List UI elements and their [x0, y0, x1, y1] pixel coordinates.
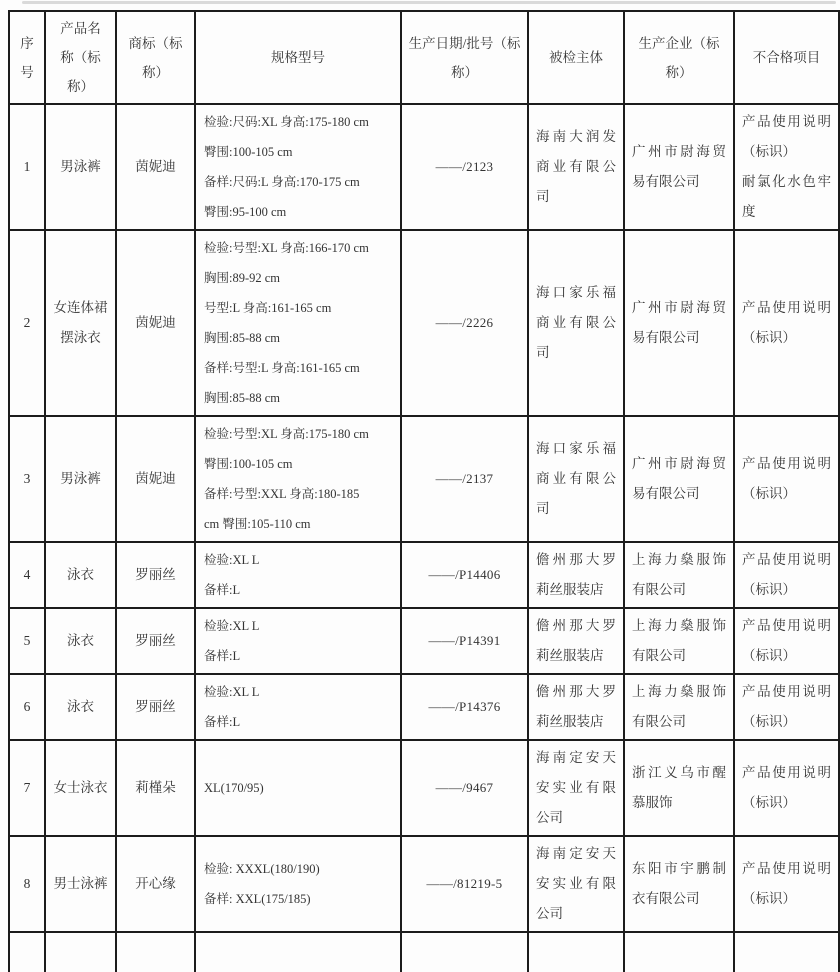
cell-seq: 1	[9, 104, 45, 230]
cell-product: 女连体裙摆泳衣	[45, 230, 116, 416]
cell-empty	[45, 932, 116, 972]
col-header-spec_lines: 规格型号	[195, 11, 401, 104]
spec-line: 检验:号型:XL 身高:166-170 cm	[204, 241, 369, 255]
cell-seq: 6	[9, 674, 45, 740]
cell-brand: 罗丽丝	[116, 608, 195, 674]
cell-seq: 3	[9, 416, 45, 542]
cell-defects	[734, 740, 839, 836]
col-header-inspected: 被检主体	[528, 11, 624, 104]
cell-manufacturer: 广州市尉海贸易有限公司	[624, 230, 734, 416]
cell-inspected: 海南大润发商业有限公司	[528, 104, 624, 230]
cell-spec	[195, 104, 401, 230]
cell-spec	[195, 230, 401, 416]
cell-defects	[734, 836, 839, 932]
spec-line: 备样:L	[204, 715, 241, 729]
col-header-batch: 生产日期/批号（标称）	[401, 11, 528, 104]
cell-spec	[195, 542, 401, 608]
cell-defects	[734, 542, 839, 608]
spec-line: cm 臀围:105-110 cm	[204, 517, 311, 531]
defect-item: 产品使用说明（标识）	[742, 456, 831, 501]
spec-line: 检验: XXXL(180/190)	[204, 862, 320, 876]
cell-batch: ——/2137	[401, 416, 528, 542]
cell-batch: ——/P14406	[401, 542, 528, 608]
spec-line: XL(170/95)	[204, 781, 264, 795]
spec-line: 胸围:89-92 cm	[204, 271, 281, 285]
cell-manufacturer: 东阳市宇鹏制衣有限公司	[624, 836, 734, 932]
spec-line: 臀围:100-105 cm	[204, 457, 293, 471]
cell-product: 泳衣	[45, 674, 116, 740]
cell-spec	[195, 740, 401, 836]
cell-inspected: 海口家乐福商业有限公司	[528, 230, 624, 416]
spec-line: 臀围:100-105 cm	[204, 145, 293, 159]
defect-item: 产品使用说明（标识）	[742, 765, 831, 810]
cell-inspected: 海南定安天安实业有限公司	[528, 740, 624, 836]
cell-spec	[195, 608, 401, 674]
scan-artifact-line	[22, 1, 836, 4]
cell-empty	[116, 932, 195, 972]
header-row	[9, 11, 839, 104]
table-row	[9, 740, 839, 836]
cell-empty	[401, 932, 528, 972]
cell-inspected: 海南定安天安实业有限公司	[528, 836, 624, 932]
cell-inspected: 儋州那大罗莉丝服装店	[528, 542, 624, 608]
defect-item: 耐氯化水色牢度	[742, 174, 831, 219]
cell-batch: ——/81219-5	[401, 836, 528, 932]
cell-empty	[9, 932, 45, 972]
table-header	[9, 11, 839, 104]
cell-brand: 开心缘	[116, 836, 195, 932]
cell-product: 泳衣	[45, 542, 116, 608]
cell-defects	[734, 608, 839, 674]
cell-defects	[734, 104, 839, 230]
cell-empty	[195, 932, 401, 972]
cell-defects	[734, 416, 839, 542]
cell-manufacturer: 浙江义乌市醒慕服饰	[624, 740, 734, 836]
cell-brand: 罗丽丝	[116, 674, 195, 740]
table-row	[9, 608, 839, 674]
cell-brand: 莉槿朵	[116, 740, 195, 836]
inspection-table	[8, 10, 840, 972]
defect-item: 产品使用说明（标识）	[742, 300, 831, 345]
col-header-defects: 不合格项目	[734, 11, 839, 104]
spec-line: 备样:L	[204, 649, 241, 663]
col-header-manufacturer: 生产企业（标称）	[624, 11, 734, 104]
table-row	[9, 674, 839, 740]
col-header-brand: 商标（标称）	[116, 11, 195, 104]
cell-manufacturer: 上海力燊服饰有限公司	[624, 674, 734, 740]
cell-seq: 7	[9, 740, 45, 836]
spec-line: 备样: XXL(175/185)	[204, 892, 311, 906]
cell-manufacturer: 广州市尉海贸易有限公司	[624, 104, 734, 230]
defect-item: 产品使用说明（标识）	[742, 861, 831, 906]
cell-batch: ——/2123	[401, 104, 528, 230]
spec-line: 臀围:95-100 cm	[204, 205, 287, 219]
cell-batch: ——/2226	[401, 230, 528, 416]
table-row-partial	[9, 932, 839, 972]
cell-brand: 罗丽丝	[116, 542, 195, 608]
cell-product: 女士泳衣	[45, 740, 116, 836]
cell-product: 男士泳裤	[45, 836, 116, 932]
defect-item: 产品使用说明（标识）	[742, 114, 831, 159]
cell-manufacturer: 上海力燊服饰有限公司	[624, 608, 734, 674]
table-row	[9, 104, 839, 230]
cell-seq: 2	[9, 230, 45, 416]
cell-defects	[734, 674, 839, 740]
spec-line: 号型:L 身高:161-165 cm	[204, 301, 332, 315]
cell-inspected: 儋州那大罗莉丝服装店	[528, 674, 624, 740]
table-row	[9, 542, 839, 608]
table-row	[9, 230, 839, 416]
spec-line: 胸围:85-88 cm	[204, 391, 281, 405]
cell-seq: 8	[9, 836, 45, 932]
spec-line: 备样:尺码:L 身高:170-175 cm	[204, 175, 360, 189]
cell-empty	[624, 932, 734, 972]
cell-product: 泳衣	[45, 608, 116, 674]
cell-brand: 茵妮迪	[116, 416, 195, 542]
spec-line: 检验:XL L	[204, 619, 260, 633]
table-row	[9, 416, 839, 542]
cell-inspected: 海口家乐福商业有限公司	[528, 416, 624, 542]
cell-inspected: 儋州那大罗莉丝服装店	[528, 608, 624, 674]
cell-batch: ——/9467	[401, 740, 528, 836]
cell-batch: ——/P14391	[401, 608, 528, 674]
col-header-no: 序号	[9, 11, 45, 104]
defect-item: 产品使用说明（标识）	[742, 684, 831, 729]
cell-product: 男泳裤	[45, 416, 116, 542]
cell-spec	[195, 836, 401, 932]
spec-line: 检验:尺码:XL 身高:175-180 cm	[204, 115, 369, 129]
cell-spec	[195, 416, 401, 542]
cell-empty	[734, 932, 839, 972]
cell-seq: 4	[9, 542, 45, 608]
cell-manufacturer: 上海力燊服饰有限公司	[624, 542, 734, 608]
cell-brand: 茵妮迪	[116, 230, 195, 416]
cell-product: 男泳裤	[45, 104, 116, 230]
spec-line: 胸围:85-88 cm	[204, 331, 281, 345]
spec-line: 备样:号型:L 身高:161-165 cm	[204, 361, 360, 375]
spec-line: 检验:XL L	[204, 685, 260, 699]
col-header-product: 产品名称（标称）	[45, 11, 116, 104]
defect-item: 产品使用说明（标识）	[742, 618, 831, 663]
spec-line: 检验:号型:XL 身高:175-180 cm	[204, 427, 369, 441]
cell-manufacturer: 广州市尉海贸易有限公司	[624, 416, 734, 542]
spec-line: 备样:L	[204, 583, 241, 597]
cell-batch: ——/P14376	[401, 674, 528, 740]
table-body	[9, 104, 839, 972]
table-row	[9, 836, 839, 932]
cell-empty	[528, 932, 624, 972]
cell-seq: 5	[9, 608, 45, 674]
defect-item: 产品使用说明（标识）	[742, 552, 831, 597]
cell-brand: 茵妮迪	[116, 104, 195, 230]
cell-defects	[734, 230, 839, 416]
spec-line: 备样:号型:XXL 身高:180-185	[204, 487, 360, 501]
cell-spec	[195, 674, 401, 740]
spec-line: 检验:XL L	[204, 553, 260, 567]
